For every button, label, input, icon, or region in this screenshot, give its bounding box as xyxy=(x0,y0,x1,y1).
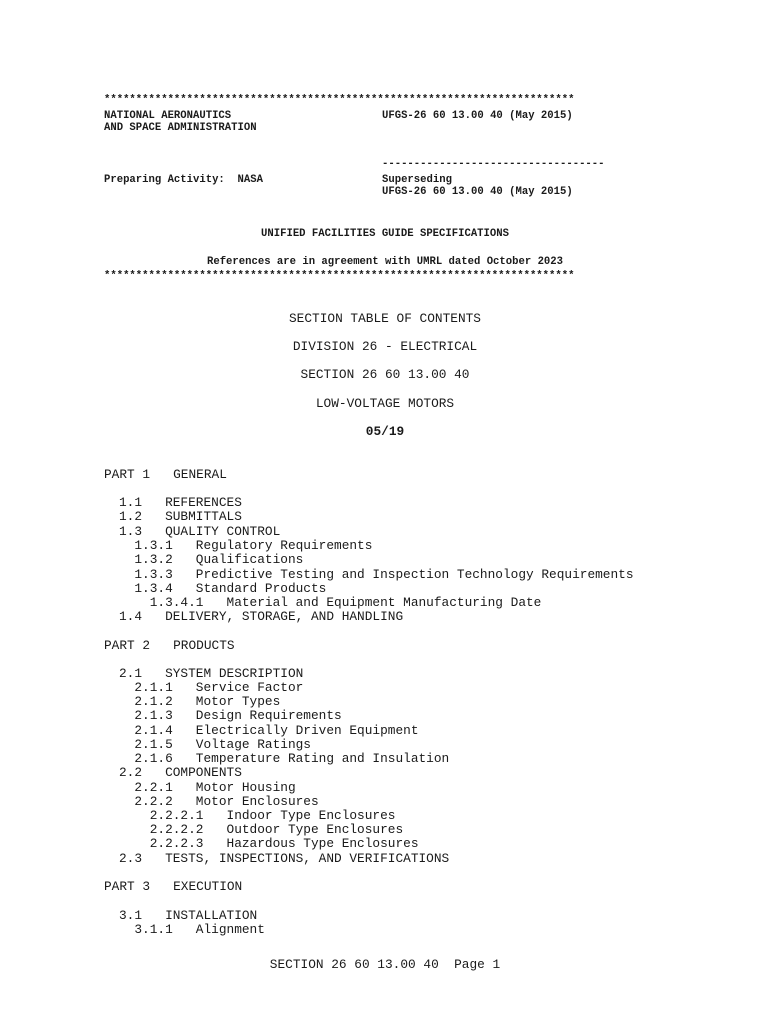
ufgs-title: UNIFIED FACILITIES GUIDE SPECIFICATIONS xyxy=(261,228,509,240)
header-stars-top: ************************************************************************** xyxy=(104,94,575,106)
toc-item: 2.1.4 Electrically Driven Equipment xyxy=(119,723,419,738)
toc-item: 2.2.2.1 Indoor Type Enclosures xyxy=(119,808,396,823)
toc-item: 1.3.2 Qualifications xyxy=(119,552,304,567)
spec-id: UFGS-26 60 13.00 40 (May 2015) xyxy=(382,110,573,122)
agency-name-line1: NATIONAL AERONAUTICS xyxy=(104,110,232,122)
toc-item: 2.2.1 Motor Housing xyxy=(119,780,296,795)
toc-item: 3.1.1 Alignment xyxy=(119,922,265,937)
toc-item: 1.2 SUBMITTALS xyxy=(119,509,242,524)
section-number: SECTION 26 60 13.00 40 xyxy=(300,367,470,382)
toc-item: 2.2.2 Motor Enclosures xyxy=(119,794,319,809)
toc-title: SECTION TABLE OF CONTENTS xyxy=(289,311,481,326)
toc-item: 1.1 REFERENCES xyxy=(119,495,242,510)
part1-heading: PART 1 GENERAL xyxy=(104,467,227,482)
preparing-activity: Preparing Activity: NASA xyxy=(104,174,263,186)
division-title: DIVISION 26 - ELECTRICAL xyxy=(292,339,478,354)
toc-item: 1.3.1 Regulatory Requirements xyxy=(119,538,373,553)
toc-item: 3.1 INSTALLATION xyxy=(119,908,258,923)
part3-heading: PART 3 EXECUTION xyxy=(104,879,243,894)
toc-item: 2.3 TESTS, INSPECTIONS, AND VERIFICATIONS xyxy=(119,851,450,866)
toc-item: 2.1.2 Motor Types xyxy=(119,694,281,709)
toc-item: 2.1.6 Temperature Rating and Insulation xyxy=(119,751,450,766)
toc-item: 1.3.4 Standard Products xyxy=(119,581,327,596)
references-note: References are in agreement with UMRL dated October 2023 xyxy=(206,256,563,268)
superseding-label: Superseding xyxy=(382,174,452,186)
section-date: 05/19 xyxy=(365,424,405,439)
toc-item: 2.1.3 Design Requirements xyxy=(119,708,342,723)
superseding-id: UFGS-26 60 13.00 40 (May 2015) xyxy=(382,186,573,198)
part2-heading: PART 2 PRODUCTS xyxy=(104,638,235,653)
toc-item: 1.3 QUALITY CONTROL xyxy=(119,524,281,539)
header-stars-bottom: ************************************************************************** xyxy=(104,270,575,282)
toc-item: 2.1.5 Voltage Ratings xyxy=(119,737,311,752)
toc-item: 2.1.1 Service Factor xyxy=(119,680,304,695)
dash-separator: ----------------------------------- xyxy=(382,158,605,170)
toc-item: 2.1 SYSTEM DESCRIPTION xyxy=(119,666,304,681)
toc-item: 2.2.2.3 Hazardous Type Enclosures xyxy=(119,836,419,851)
agency-name-line2: AND SPACE ADMINISTRATION xyxy=(104,122,257,134)
toc-item: 1.4 DELIVERY, STORAGE, AND HANDLING xyxy=(119,609,404,624)
section-subject: LOW-VOLTAGE MOTORS xyxy=(315,396,455,411)
toc-item: 1.3.3 Predictive Testing and Inspection Technology Requirements xyxy=(119,567,634,582)
toc-item: 1.3.4.1 Material and Equipment Manufacturing Date xyxy=(119,595,542,610)
toc-item: 2.2.2.2 Outdoor Type Enclosures xyxy=(119,822,404,837)
toc-item: 2.2 COMPONENTS xyxy=(119,765,242,780)
page-footer: SECTION 26 60 13.00 40 Page 1 xyxy=(269,957,501,972)
